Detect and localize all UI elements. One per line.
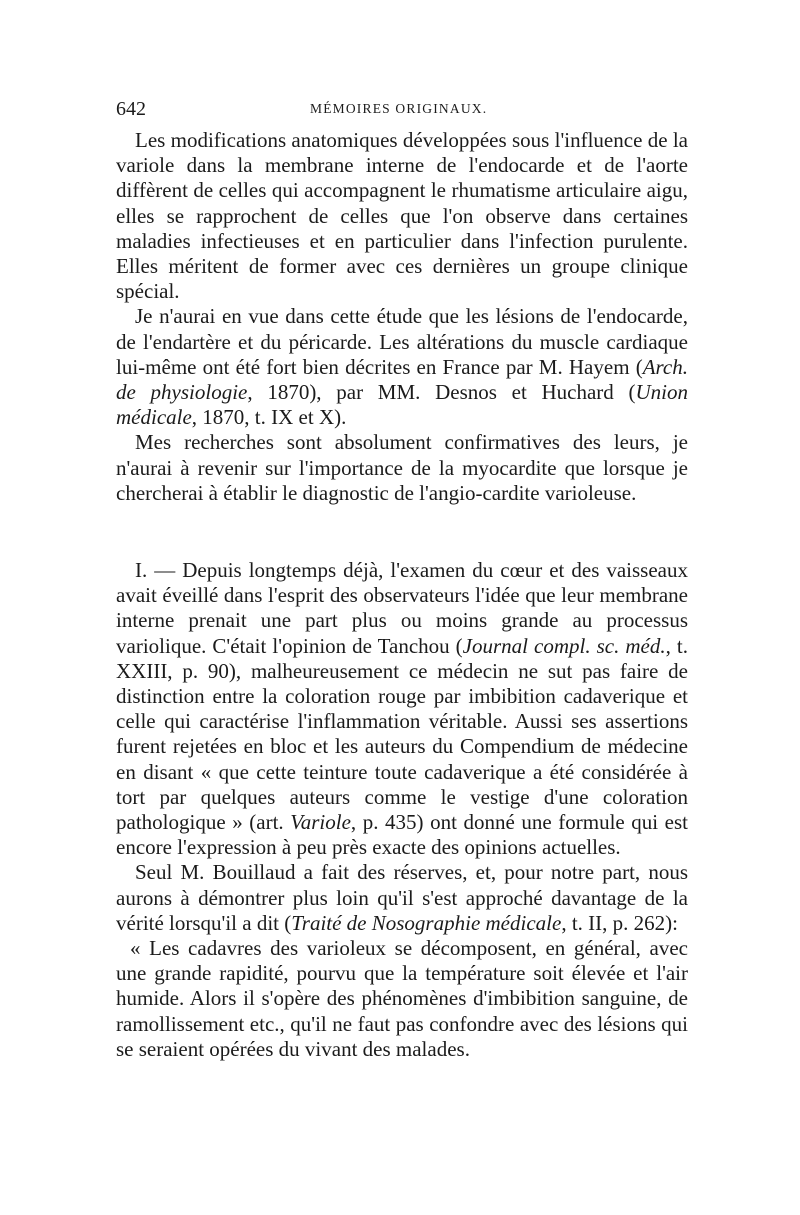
- paragraph-text: , t. II, p. 262):: [561, 910, 678, 935]
- running-header: [116, 98, 688, 122]
- citation-title: Arch. de physiologie: [116, 354, 688, 405]
- paragraph-anatomical-modifications: Les modifications anatomiques développées sous l'influence de la variole dans la membrane interne de l'endocarde et de l'aorte diffèrent de celles qui accompagnent le rhumatisme articulaire aigu, elles se rapprochent de celles que l'on observe dans certaines maladies infectieuses et en particulier dans l'infection purulente. Elles méritent de former avec ces dernières un groupe clinique spécial.: [116, 128, 688, 304]
- paragraph-section-one-history: [116, 558, 688, 860]
- paragraph-bouillaud: [116, 860, 688, 936]
- paragraph-text: , 1870), par MM. Desnos et Huchard (: [247, 380, 636, 405]
- paragraph-text: , p. 435) ont donné une formule qui est encore l'expression à peu près exacte des opinions actuelles.: [116, 810, 689, 860]
- introduction-section: [116, 128, 688, 506]
- paragraph-confirmative-research: Mes recherches sont absolument confirmatives des leurs, je n'aurai à revenir sur l'importance de la myocardite que lorsque je chercherai à établir le diagnostic de l'angio-cardite varioleuse.: [116, 430, 688, 505]
- citation-title: Union médicale: [116, 380, 689, 430]
- section-one: [116, 558, 688, 1062]
- paragraph-quotation: « Les cadavres des varioleux se décomposent, en général, avec une grande rapidité, pourvu que la température soit élevée et l'air humide. Alors il s'opère des phénomènes d'imbibition sanguine, de ramollissement etc., qu'il ne faut pas confondre avec des lésions qui se seraient opérées du vivant des malades.: [116, 936, 688, 1061]
- citation-title: Variole: [290, 810, 351, 835]
- paragraph-text: I. — Depuis longtemps déjà, l'examen du cœur et des vaisseaux avait éveillé dans l'esprit des observateurs l'idée que leur membrane interne prenait une part plus ou moins grande au processus variolique. C'était l'opinion de Tanchou (: [116, 558, 688, 658]
- citation-title: Traité de Nosographie médicale: [291, 910, 562, 935]
- paragraph-study-scope: [116, 304, 688, 430]
- paragraph-text: , 1870, t. IX et X).: [191, 405, 347, 430]
- page-number: 642: [116, 98, 146, 120]
- paragraph-text: , t. XXIII, p. 90), malheureusement ce médecin ne sut pas faire de distinction entre la coloration rouge par imbibition cadaverique et celle qui caractérise l'inflammation véritable. Aussi ses assertions furent rejetées en bloc et les auteurs du Compendium de médecine en disant « que cette teinture toute cadaverique a été considérée à tort par quelques auteurs comme le vestige d'une coloration pathologique » (art.: [116, 633, 688, 835]
- citation-title: Journal compl. sc. méd.: [462, 633, 666, 658]
- paragraph-text: Seul M. Bouillaud a fait des réserves, et, pour notre part, nous aurons à démontrer plus loin qu'il s'est approché davantage de la vérité lorsqu'il a dit (: [116, 860, 688, 935]
- running-title: MÉMOIRES ORIGINAUX.: [310, 101, 488, 116]
- paragraph-text: Je n'aurai en vue dans cette étude que les lésions de l'endocarde, de l'endartère et du péricarde. Les altérations du muscle cardiaque lui-même ont été fort bien décrites en France par M. Hayem (: [116, 304, 688, 379]
